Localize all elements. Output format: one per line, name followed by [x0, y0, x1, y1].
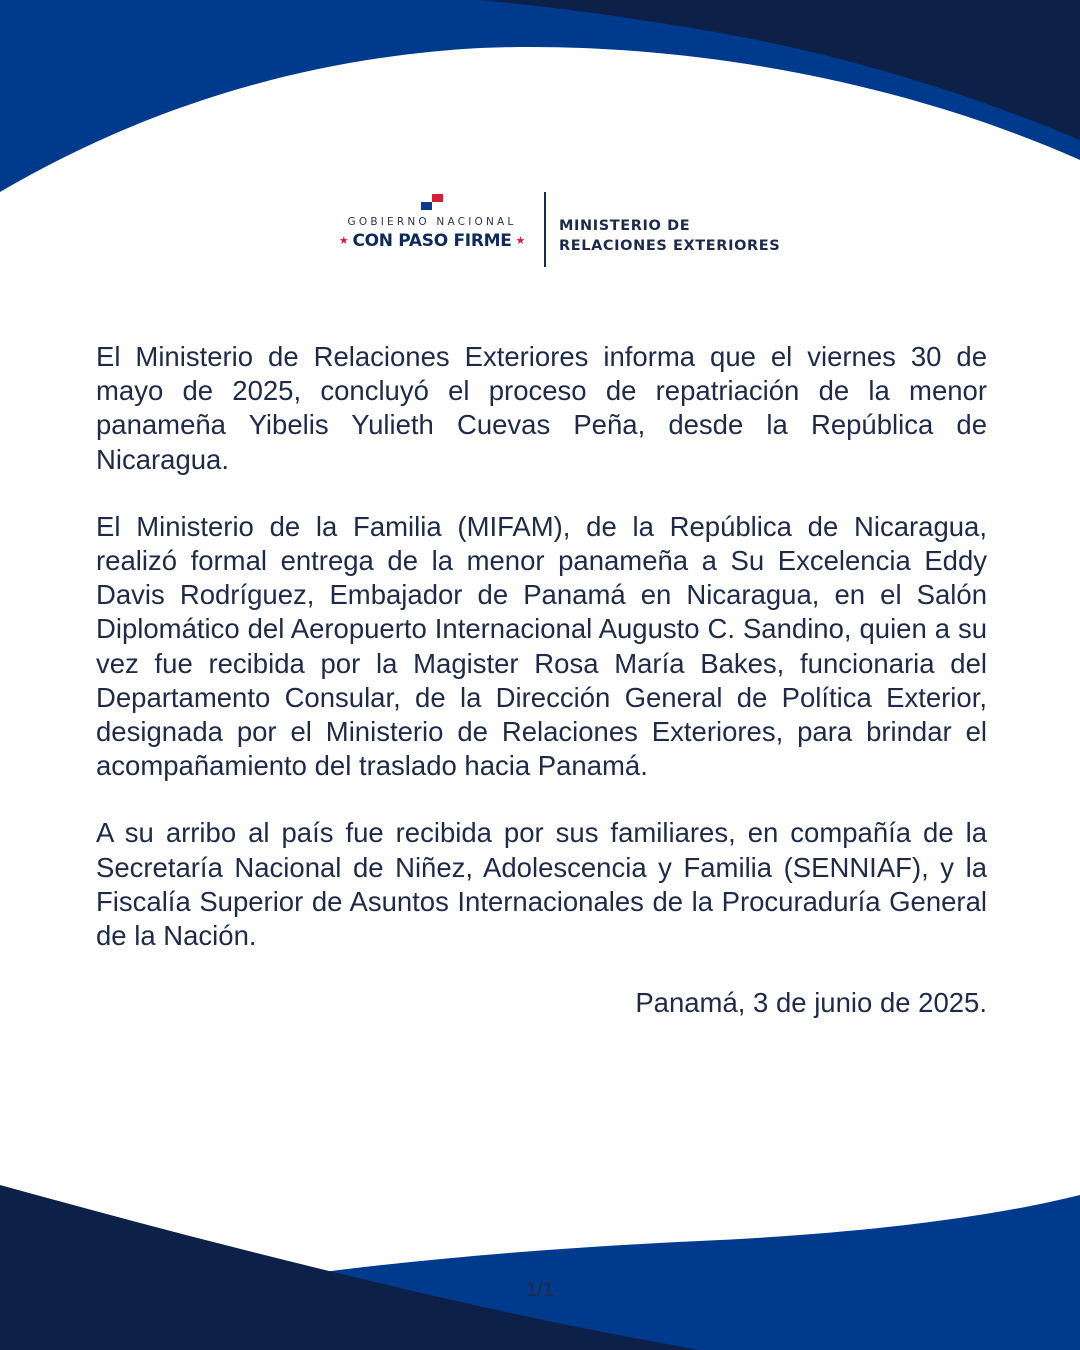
header-logo	[0, 192, 1080, 268]
panama-flag-icon	[421, 194, 443, 210]
statement-body	[96, 340, 987, 1020]
paragraph-1: El Ministerio de Relaciones Exteriores informa que el viernes 30 de mayo de 2025, concluyó el proceso de repatriación de la menor panameña Yibelis Yulieth Cuevas Peña, desde la República de Nicaragua.	[96, 341, 987, 475]
gov-line-1: GOBIERNO NACIONAL	[347, 216, 517, 228]
star-icon: ★	[338, 234, 349, 247]
page-number: 1/1	[526, 1279, 554, 1301]
star-icon: ★	[515, 234, 526, 247]
gov-slogan	[330, 231, 534, 251]
date-line: Panamá, 3 de junio de 2025.	[635, 987, 987, 1019]
paragraph-3: A su arribo al país fue recibida por sus familiares, en compañía de la Secretaría Nacional de Niñez, Adolescencia y Familia (SENNIAF), y la Fiscalía Superior de Asuntos Internacionales de la Procuraduría General de la Nación.	[96, 817, 987, 952]
ministry-line-2: RELACIONES EXTERIORES	[559, 238, 781, 254]
logo-divider	[544, 192, 546, 267]
paragraph-2: El Ministerio de la Familia (MIFAM), de la República de Nicaragua, realizó formal entrega de la menor panameña a Su Excelencia Eddy Davis Rodríguez, Embajador de Panamá en Nicaragua, en el Salón Diplomático del Aeropuerto Internacional Augusto C. Sandino, quien a su vez fue recibida por la Magister Rosa María Bakes, funcionaria del Departamento Consular, de la Dirección General de Política Exterior, designada por el Ministerio de Relaciones Exteriores, para brindar el acompañamiento del traslado hacia Panamá.	[96, 510, 987, 782]
ministry-name	[559, 216, 780, 256]
gov-slogan-text: CON PASO FIRME	[352, 231, 512, 251]
government-logo	[330, 192, 534, 268]
ministry-line-1: MINISTERIO DE	[559, 218, 691, 234]
